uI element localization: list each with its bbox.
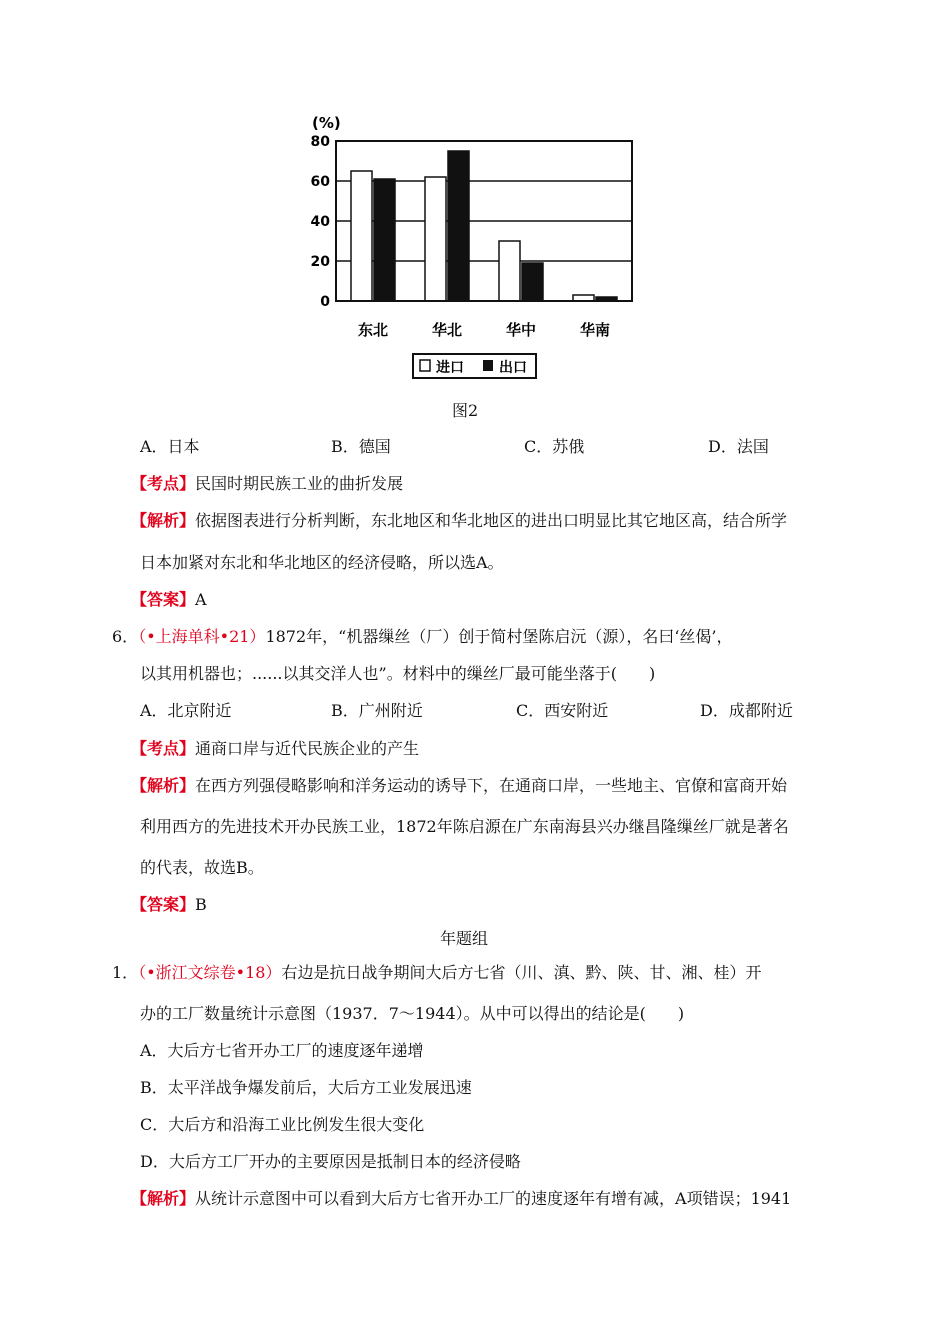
chart-bars — [351, 151, 617, 301]
q6-option-c: C．西安附近 — [516, 701, 609, 720]
section-title: 年题组 — [440, 929, 489, 948]
jiexi-text: 在西方列强侵略影响和洋务运动的诱导下，在通商口岸，一些地主、官僚和富商开始 — [195, 776, 788, 795]
x-tick-label-0: 东北 — [357, 321, 389, 339]
bar-export-1 — [448, 151, 469, 301]
q5-jiexi-line-2: 日本加紧对东北和华北地区的经济侵略，所以选A。 — [140, 553, 504, 572]
q6-jiexi-line-1 — [131, 773, 787, 796]
q1-number: 1． — [112, 963, 139, 982]
q6-answer — [131, 892, 207, 915]
q1-stem-text: 右边是抗日战争期间大后方七省（川、滇、黔、陕、甘、湘、桂）开 — [281, 963, 762, 982]
q5-jiexi-line-1 — [131, 508, 787, 531]
jiexi-tag: 【解析】 — [131, 511, 196, 530]
bar-export-0 — [374, 179, 395, 301]
answer-tag: 【答案】 — [131, 895, 196, 914]
x-tick-label-3: 华南 — [579, 321, 611, 339]
q1-option-c: C．大后方和沿海工业比例发生很大变化 — [140, 1115, 425, 1134]
legend-label-export: 出口 — [499, 360, 527, 376]
jiexi-text: 从统计示意图中可以看到大后方七省开办工厂的速度逐年有增有减，A项错误；1941 — [195, 1189, 792, 1208]
answer-text: B — [195, 895, 207, 914]
q5-option-b: B．德国 — [331, 437, 391, 456]
q1-option-d: D．大后方工厂开办的主要原因是抵制日本的经济侵略 — [140, 1152, 521, 1171]
q6-option-a: A．北京附近 — [140, 701, 232, 720]
q6-stem-text: 1872年，“机器缫丝（厂）创于简村堡陈启沅（源），名曰‘丝偈’， — [265, 627, 733, 646]
kaodian-tag: 【考点】 — [131, 474, 196, 493]
x-axis-labels — [358, 321, 610, 339]
q6-stem-line-2: 以其用机器也；......以其交洋人也”。材料中的缫丝厂最可能坐落于( ) — [140, 664, 656, 683]
legend-swatch-export — [483, 360, 493, 371]
chart-legend — [413, 354, 536, 378]
bar-import-2 — [499, 241, 520, 301]
x-tick-label-2: 华中 — [505, 321, 537, 339]
jiexi-tag: 【解析】 — [131, 776, 196, 795]
y-tick-label-1: 20 — [310, 254, 330, 270]
q6-option-d: D．成都附近 — [700, 701, 793, 720]
y-tick-label-0: 0 — [320, 294, 330, 310]
q5-option-d: D．法国 — [708, 437, 769, 456]
q5-option-c: C．苏俄 — [524, 437, 585, 456]
q1-option-b: B．太平洋战争爆发前后，大后方工业发展迅速 — [140, 1078, 472, 1097]
bar-import-1 — [425, 177, 446, 301]
answer-text: A — [195, 590, 207, 609]
q5-option-a: A．日本 — [140, 437, 200, 456]
answer-tag: 【答案】 — [131, 590, 196, 609]
q1-stem-line-2: 办的工厂数量统计示意图（1937．7～1944）。从中可以得出的结论是( ) — [140, 1004, 685, 1023]
y-unit-label: (%) — [312, 114, 341, 132]
legend-label-import: 进口 — [436, 360, 464, 376]
y-tick-label-2: 40 — [310, 214, 330, 230]
bar-export-2 — [522, 263, 543, 301]
legend-swatch-import — [420, 360, 430, 371]
y-axis-ticks — [311, 134, 331, 310]
y-tick-label-4: 80 — [310, 134, 330, 150]
q6-kaodian — [131, 736, 419, 759]
q5-kaodian — [131, 471, 403, 494]
q1-jiexi-line-1 — [131, 1186, 791, 1209]
q6-jiexi-line-3: 的代表，故选B。 — [140, 858, 264, 877]
q6-stem-line-1 — [112, 624, 733, 647]
kaodian-text: 民国时期民族工业的曲折发展 — [195, 474, 404, 493]
q6-source: （•上海单科•21） — [138, 627, 266, 646]
x-tick-label-1: 华北 — [431, 321, 463, 339]
kaodian-tag: 【考点】 — [131, 739, 196, 758]
jiexi-text: 依据图表进行分析判断，东北地区和华北地区的进出口明显比其它地区高，结合所学 — [195, 511, 788, 530]
kaodian-text: 通商口岸与近代民族企业的产生 — [195, 739, 420, 758]
q6-jiexi-line-2: 利用西方的先进技术开办民族工业，1872年陈启源在广东南海县兴办继昌隆缫丝厂就是著名 — [140, 817, 789, 836]
q6-option-b: B．广州附近 — [331, 701, 423, 720]
q5-answer — [131, 587, 207, 610]
y-tick-label-3: 60 — [310, 174, 330, 190]
jiexi-tag: 【解析】 — [131, 1189, 196, 1208]
q6-number: 6． — [112, 627, 139, 646]
q1-source: （•浙江文综卷•18） — [138, 963, 282, 982]
q1-stem-line-1 — [112, 960, 761, 983]
figure-caption: 图2 — [452, 401, 479, 420]
q1-option-a: A．大后方七省开办工厂的速度逐年递增 — [140, 1041, 424, 1060]
bar-import-0 — [351, 171, 372, 301]
bar-chart — [296, 108, 646, 388]
